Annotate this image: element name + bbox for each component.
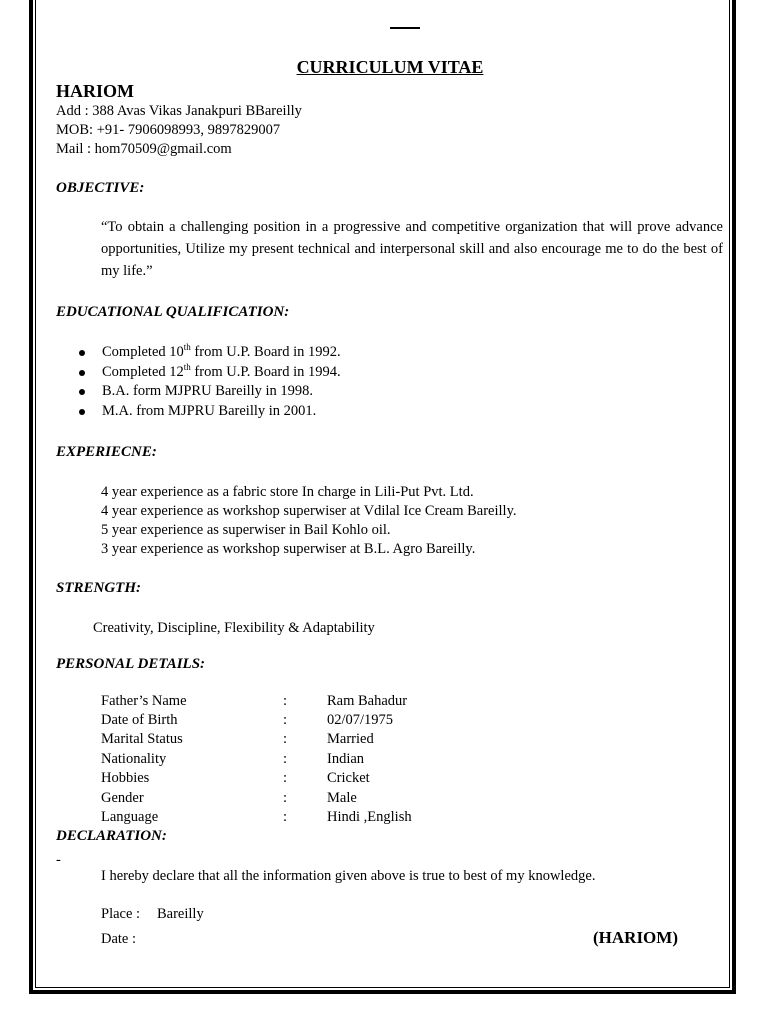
- row-label: Nationality: [101, 751, 167, 767]
- education-list: [78, 343, 341, 421]
- declaration-heading: DECLARATION:: [56, 828, 167, 844]
- declaration-dash: -: [56, 852, 61, 868]
- row-value: Ram Bahadur: [327, 693, 408, 709]
- education-item: Completed 12th from U.P. Board in 1994.: [78, 363, 341, 383]
- experience-item: 3 year experience as workshop superwiser at B.L. Agro Bareilly.: [101, 541, 476, 557]
- row-label: Marital Status: [101, 731, 183, 747]
- row-value: Married: [327, 731, 374, 747]
- strength-heading: STRENGTH:: [56, 580, 142, 596]
- experience-item: 4 year experience as a fabric store In charge in Lili-Put Pvt. Ltd.: [101, 484, 474, 500]
- row-value: Hindi ,English: [327, 809, 412, 825]
- row-separator: :: [283, 809, 288, 825]
- top-dash-mark: [390, 27, 420, 29]
- place-label: Place :: [101, 906, 141, 922]
- row-label: Language: [101, 809, 159, 825]
- experience-item: 5 year experience as superwiser in Bail Kohlo oil.: [101, 522, 391, 538]
- row-value: Cricket: [327, 770, 370, 786]
- row-label: Hobbies: [101, 770, 150, 786]
- row-label: Gender: [101, 790, 144, 806]
- row-separator: :: [283, 693, 288, 709]
- education-heading: EDUCATIONAL QUALIFICATION:: [56, 304, 290, 320]
- row-label: Father’s Name: [101, 693, 187, 709]
- applicant-name: HARIOM: [56, 81, 134, 101]
- row-value: Male: [327, 790, 357, 806]
- row-separator: :: [283, 731, 288, 747]
- education-item: B.A. form MJPRU Bareilly in 1998.: [78, 382, 341, 402]
- education-item: Completed 10th from U.P. Board in 1992.: [78, 343, 341, 363]
- personal-heading: PERSONAL DETAILS:: [56, 656, 206, 672]
- experience-heading: EXPERIECNE:: [56, 444, 157, 460]
- objective-text: “To obtain a challenging position in a progressive and competitive organization that will prove advance opportunities, Utilize my present technical and interpersonal skill and also encourage me to do the best of my life.”: [101, 219, 723, 279]
- experience-item: 4 year experience as workshop superwiser at Vdilal Ice Cream Bareilly.: [101, 503, 517, 519]
- row-value: Indian: [327, 751, 365, 767]
- row-separator: :: [283, 712, 288, 728]
- mail-line: Mail : hom70509@gmail.com: [56, 141, 232, 157]
- objective-heading: OBJECTIVE:: [56, 180, 145, 196]
- document-title: CURRICULUM VITAE: [296, 57, 484, 77]
- declaration-text: I hereby declare that all the information given above is true to best of my knowledge.: [101, 868, 596, 884]
- row-separator: :: [283, 751, 288, 767]
- education-item: M.A. from MJPRU Bareilly in 2001.: [78, 402, 341, 422]
- row-value: 02/07/1975: [327, 712, 394, 728]
- signature-name: (HARIOM): [593, 928, 678, 947]
- row-label: Date of Birth: [101, 712, 178, 728]
- address-line: Add : 388 Avas Vikas Janakpuri BBareilly: [56, 103, 302, 119]
- mobile-line: MOB: +91- 7906098993, 9897829007: [56, 122, 281, 138]
- place-value: Bareilly: [157, 906, 204, 922]
- strength-text: Creativity, Discipline, Flexibility & Adaptability: [93, 620, 375, 636]
- row-separator: :: [283, 770, 288, 786]
- row-separator: :: [283, 790, 288, 806]
- date-label: Date :: [101, 931, 137, 947]
